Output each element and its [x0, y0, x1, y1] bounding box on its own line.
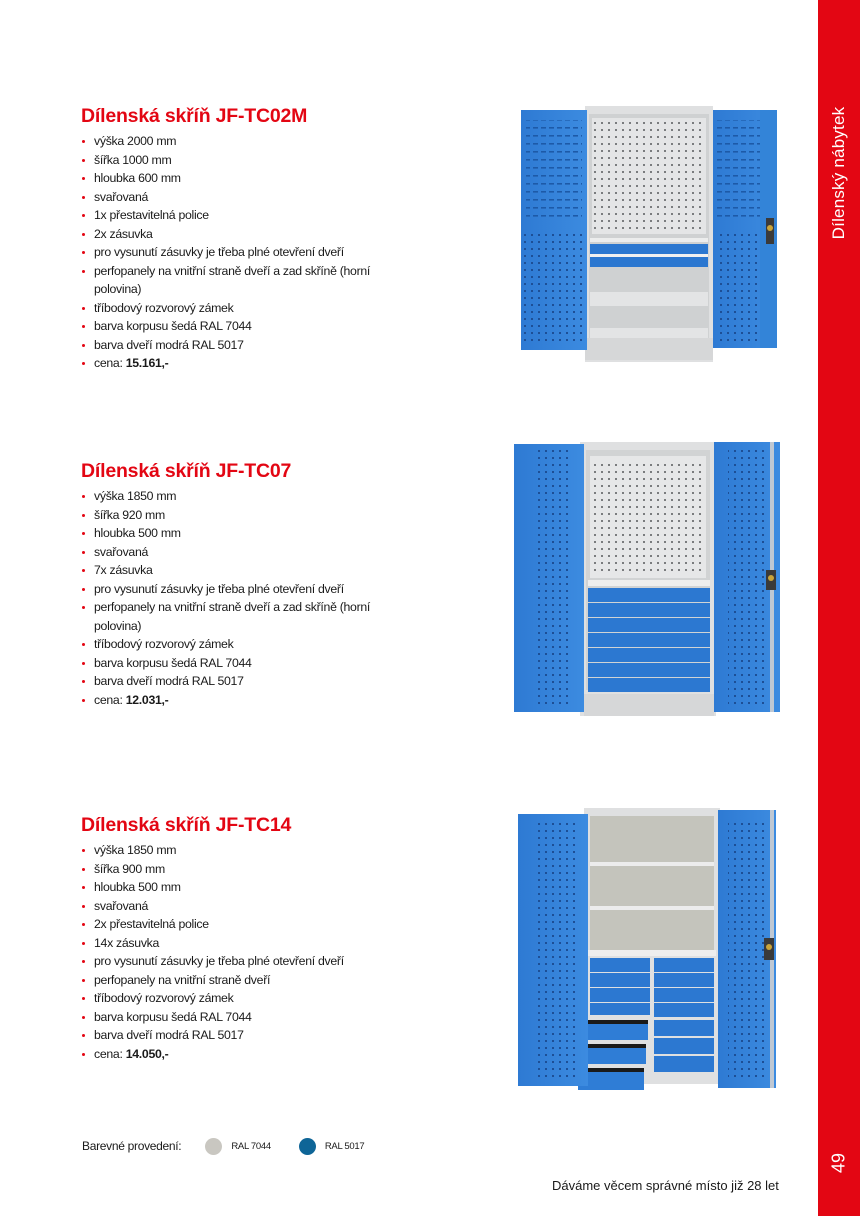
drawer-stack: [588, 588, 710, 692]
spec-item: pro vysunutí zásuvky je třeba plné otevření dveří: [81, 580, 501, 599]
spec-item: svařovaná: [81, 897, 501, 916]
spec-item: perfopanely na vnitřní straně dveří a zad skříně (horní polovina): [81, 598, 381, 635]
price-value: 15.161,-: [125, 356, 169, 370]
spec-item: 14x zásuvka: [81, 934, 501, 953]
product-photo-jf-tc02m: [508, 92, 798, 382]
spec-item: barva dveří modrá RAL 5017: [81, 336, 501, 355]
product-jf-tc02m: [81, 104, 501, 373]
color-options-label: Barevné provedení:: [82, 1139, 182, 1153]
color-swatch-ral-7044: [205, 1138, 222, 1155]
spec-list: [81, 841, 501, 1063]
section-sidebar: [818, 0, 860, 1216]
spec-item: 7x zásuvka: [81, 561, 501, 580]
spec-item: tříbodový rozvorový zámek: [81, 635, 501, 654]
price-item: [81, 1045, 501, 1064]
spec-item: 1x přestavitelná police: [81, 206, 501, 225]
spec-item: barva dveří modrá RAL 5017: [81, 672, 501, 691]
spec-item: výška 1850 mm: [81, 487, 501, 506]
spec-item: výška 1850 mm: [81, 841, 501, 860]
spec-item: perfopanely na vnitřní straně dveří a zad skříně (horní polovina): [81, 262, 381, 299]
section-title: [818, 100, 860, 245]
spec-item: výška 2000 mm: [81, 132, 501, 151]
product-title: Dílenská skříň JF-TC02M: [81, 105, 308, 127]
spec-item: barva korpusu šedá RAL 7044: [81, 654, 501, 673]
page-number: [818, 1148, 860, 1178]
price-label: cena:: [94, 692, 123, 707]
spec-item: tříbodový rozvorový zámek: [81, 989, 501, 1008]
spec-item: barva korpusu šedá RAL 7044: [81, 317, 501, 336]
price-item: [81, 354, 501, 373]
spec-item: pro vysunutí zásuvky je třeba plné otevření dveří: [81, 243, 501, 262]
spec-item: hloubka 500 mm: [81, 878, 501, 897]
product-photo-jf-tc07: [508, 434, 798, 724]
price-label: cena:: [94, 1046, 123, 1061]
price-label: cena:: [94, 356, 123, 370]
product-title: Dílenská skříň JF-TC14: [81, 814, 292, 836]
spec-item: 2x zásuvka: [81, 225, 501, 244]
color-options: [82, 1136, 392, 1156]
spec-item: tříbodový rozvorový zámek: [81, 299, 501, 318]
price-value: 14.050,-: [125, 1046, 169, 1061]
price-value: 12.031,-: [125, 692, 169, 707]
cabinet-illustration: [508, 92, 798, 382]
color-swatch-label: RAL 7044: [231, 1140, 271, 1152]
spec-list: [81, 132, 501, 373]
spec-item: šířka 1000 mm: [81, 151, 501, 170]
color-swatch-label: RAL 5017: [324, 1140, 365, 1152]
spec-item: 2x přestavitelná police: [81, 915, 501, 934]
product-photo-jf-tc14: [508, 800, 798, 1100]
spec-item: svařovaná: [81, 188, 501, 207]
price-item: [81, 691, 501, 710]
spec-item: pro vysunutí zásuvky je třeba plné otevření dveří: [81, 952, 501, 971]
spec-list: [81, 487, 501, 709]
product-title: Dílenská skříň JF-TC07: [81, 460, 292, 482]
footer-slogan: Dáváme věcem správné místo již 28 let: [552, 1178, 779, 1193]
product-jf-tc07: [81, 459, 501, 709]
spec-item: perfopanely na vnitřní straně dveří: [81, 971, 501, 990]
spec-item: šířka 900 mm: [81, 860, 501, 879]
cabinet-illustration: [508, 434, 798, 724]
section-title-text: Dílenský nábytek: [829, 106, 848, 239]
cabinet-illustration: [508, 800, 798, 1100]
spec-item: svařovaná: [81, 543, 501, 562]
spec-item: hloubka 500 mm: [81, 524, 501, 543]
spec-item: barva korpusu šedá RAL 7044: [81, 1008, 501, 1027]
product-jf-tc14: [81, 813, 501, 1063]
color-swatch-ral-5017: [299, 1138, 316, 1155]
spec-item: hloubka 600 mm: [81, 169, 501, 188]
spec-item: šířka 920 mm: [81, 506, 501, 525]
page-number-text: 49: [828, 1152, 849, 1174]
spec-item: barva dveří modrá RAL 5017: [81, 1026, 501, 1045]
